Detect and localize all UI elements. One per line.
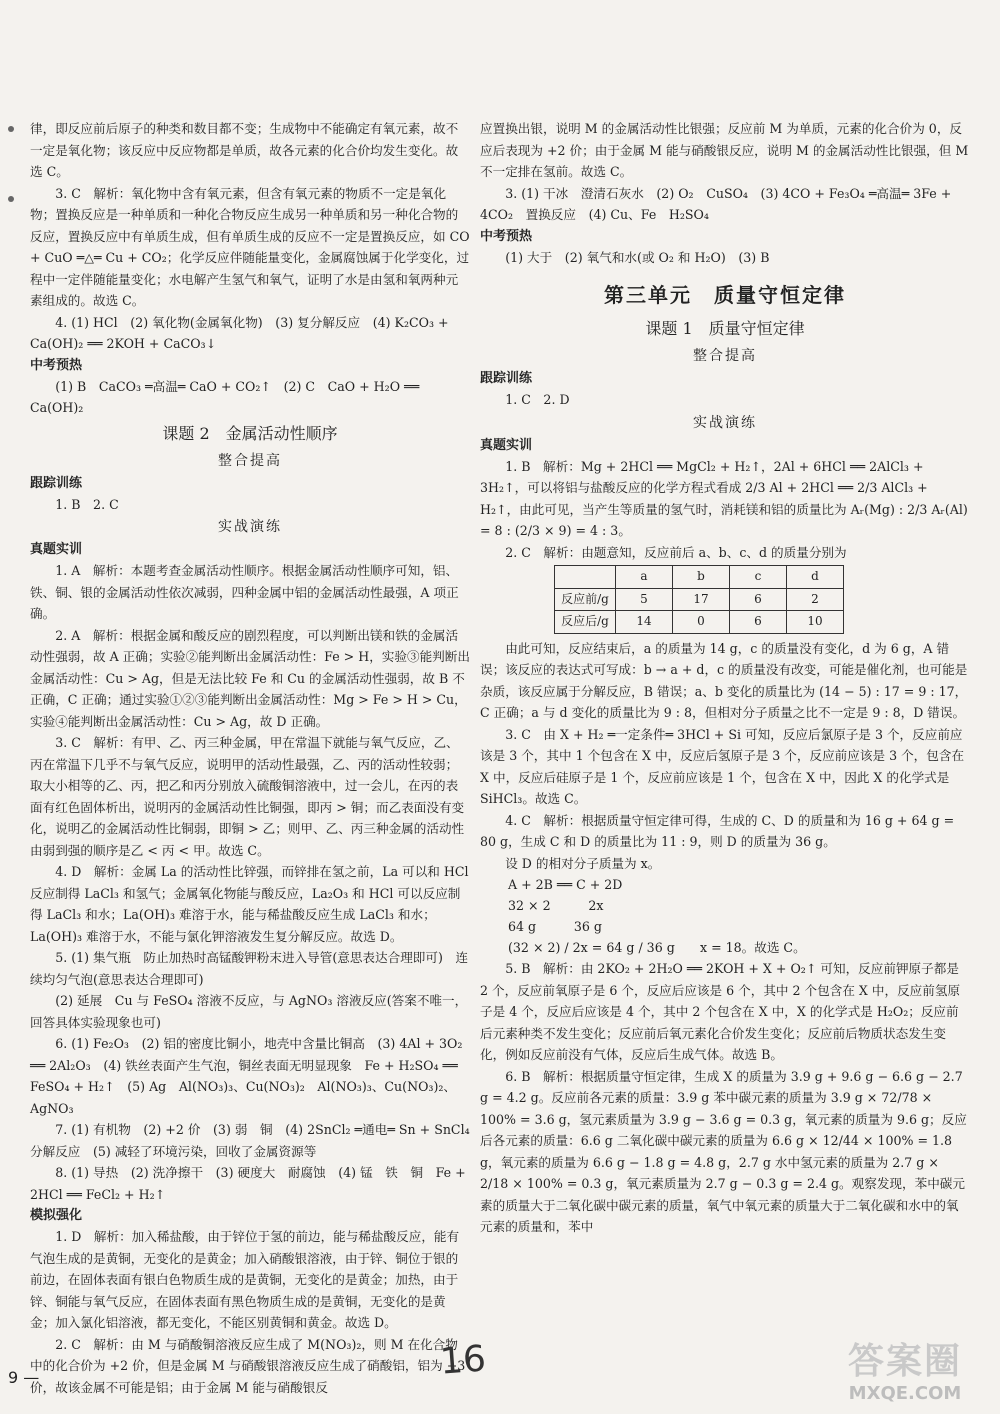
watermark-text: 答案圈	[847, 1341, 962, 1382]
paragraph: 2. C 解析：由 M 与硝酸铜溶液反应生成了 M(NO₃)₂，则 M 在化合物中的化合价为 +2 价，但是金属 M 与硝酸银溶液反应生成了硝酸铝，铝为 +3 价，故该金属不可能是铝；由于金属 M 能与硝酸银反	[30, 1336, 466, 1395]
table-row	[555, 611, 844, 634]
paragraph: 6. (1) Fe₂O₃ (2) 铝的密度比铜小，地壳中含量比铜高 (3) 4Al + 3O₂ ══ 2Al₂O₃ (4) 铁丝表面产生气泡，铜丝表面无明显现象 Fe + H₂SO₄ ══ FeSO₄ + H₂↑ (5) Ag Al(NO₃)₃、Cu(NO₃)₂ Al(NO₃)₃、Cu(NO₃)₂、AgNO₃	[30, 1036, 463, 1116]
table-header-row	[555, 566, 844, 589]
table-cell	[555, 566, 616, 589]
section-heading: 跟踪训练	[480, 371, 533, 386]
paragraph: 2. C 解析：由题意知，反应前后 a、b、c、d 的质量分别为	[505, 544, 847, 560]
table-cell: 反应后/g	[555, 611, 616, 634]
subsection-title: 实战演练	[218, 519, 282, 535]
table-cell: 0	[673, 611, 730, 634]
paragraph: 4. (1) HCl (2) 氧化物(金属氧化物) (3) 复分解反应 (4) K₂CO₃ + Ca(OH)₂ ══ 2KOH + CaCO₃↓	[30, 314, 449, 351]
mass-table	[554, 565, 844, 634]
subsection-title: 整合提高	[218, 452, 282, 469]
section-heading: 跟踪训练	[30, 475, 83, 491]
watermark-logo	[820, 1340, 990, 1408]
table-cell: 反应前/g	[555, 588, 616, 611]
paragraph: 3. (1) 干冰 澄清石灰水 (2) O₂ CuSO₄ (3) 4CO + Fe₃O₄ ═高温═ 3Fe + 4CO₂ 置换反应 (4) Cu、Fe H₂SO₄	[480, 185, 952, 222]
table-cell: 6	[730, 611, 787, 634]
margin-dot	[8, 126, 14, 132]
table-cell: a	[616, 566, 673, 589]
paragraph: 1. B 2. C	[55, 496, 119, 512]
paragraph: 3. C 解析：氧化物中含有氧元素，但含有氧元素的物质不一定是氧化物；置换反应是一种单质和一种化合物反应生成另一种单质和另一种化合物的反应，置换反应中有单质生成，但有单质生成的反应不一定是置换反应，如 CO + CuO ═△═ Cu + CO₂；化学反应伴随能量变化，金属腐蚀属于化学变化，过程中一定伴随能量变化；水电解产生氢气和氧气，证明了水是由氢和氧两种元素组成的。故选 C。	[30, 185, 470, 308]
paragraph: 4. D 解析：金属 La 的活动性比锌强，而锌排在氢之前，La 可以和 HCl 反应制得 LaCl₃ 和氢气；金属氧化物能与酸反应，La₂O₃ 和 HCl 可以反应制得 LaCl₃ 和水；La(OH)₃ 难溶于水，能与稀盐酸反应生成 LaCl₃ 和水；La(OH)₃ 难溶于水，不能与氯化钾溶液发生复分解反应。故选 D。	[30, 864, 469, 944]
section-heading: 真题实训	[480, 437, 533, 453]
paragraph: (1) 大于 (2) 氧气和水(或 O₂ 和 H₂O) (3) B	[505, 249, 770, 265]
table-cell: 10	[787, 611, 844, 634]
subsection-title: 实战演练	[693, 414, 757, 431]
paragraph: 1. C 2. D	[505, 392, 570, 407]
lesson-title: 课题 1 质量守恒定律	[645, 319, 805, 338]
section-heading: 模拟强化	[30, 1208, 83, 1223]
section-heading: 中考预热	[30, 357, 83, 373]
table-cell: 6	[730, 588, 787, 611]
equation-line: (32 × 2) / 2x = 64 g / 36 g x = 18。故选 C。	[508, 940, 806, 955]
paragraph: 律，即反应前后原子的种类和数目都不变；生成物中不能确定有氧元素，故不一定是氧化物；该反应中反应物都是单质，故各元素的化合价均发生变化。故选 C。	[30, 121, 459, 179]
equation-line: A + 2B ══ C + 2D	[508, 877, 623, 892]
paragraph: 1. D 解析：加入稀盐酸，由于锌位于氢的前边，能与稀盐酸反应，能有气泡生成的是黄铜，无变化的是黄金；加入硝酸银溶液，由于锌、铜位于银的前边，在固体表面有银白色物质生成的是黄铜，无变化的是黄金；加热，由于锌、铜能与氧气反应，在固体表面有黑色物质生成的是黄铜，无变化的是黄金；加入氯化铝溶液，都无变化，不能区别黄铜和黄金。故选 D。	[30, 1229, 460, 1330]
watermark-url: MXQE.COM	[848, 1383, 962, 1404]
section-heading: 真题实训	[30, 542, 83, 557]
paragraph: (2) 延展 Cu 与 FeSO₄ 溶液不反应，与 AgNO₃ 溶液反应(答案不唯一，回答具体实验现象也可)	[30, 993, 468, 1030]
table-cell: 14	[616, 611, 673, 634]
subsection-title: 整合提高	[693, 348, 757, 364]
paragraph: 7. (1) 有机物 (2) +2 价 (3) 弱 铜 (4) 2SnCl₂ ═通电═ Sn + SnCl₄ 分解反应 (5) 减轻了环境污染，回收了金属资源等	[30, 1122, 483, 1159]
paragraph: 3. C 由 X + H₂ ═一定条件═ 3HCl + Si 可知，反应后氯原子是 3 个，反应前应该是 3 个，其中 1 个包含在 X 中，反应后氢原子是 3 个，反应前应该是 3 个，包含在 X 中，反应后硅原子是 1 个，反应前应该是 1 个，包含在 X 中，因此 X 的化学式是 SiHCl₃。故选 C。	[480, 726, 965, 806]
left-column	[30, 118, 483, 1398]
paragraph: 2. A 解析：根据金属和酸反应的剧烈程度，可以判断出镁和铁的金属活动性强弱，故 A 正确；实验②能判断出金属活动性：Fe > H，实验③能判断出金属活动性：Cu > Ag，但是无法比较 Fe 和 Cu 的金属活动性强弱，故 B 不正确，C 正确；通过实验①②③能判断出金属活动性：Mg > Fe > H > Cu，实验④能判断出金属活动性：Cu > Ag，故 D 正确。	[30, 627, 470, 729]
table-cell: 2	[787, 588, 844, 611]
paragraph: 1. B 解析：Mg + 2HCl ══ MgCl₂ + H₂↑，2Al + 6HCl ══ 2AlCl₃ + 3H₂↑，可以将铝与盐酸反应的化学方程式看成 2/3 Al + 2HCl ══ 2/3 AlCl₃ + H₂↑，由此可见，当产生等质量的氢气时，消耗镁和铝的质量比为 Aᵣ(Mg) : 2/3 Aᵣ(Al) = 8 : (2/3 × 9) = 4 : 3。	[480, 458, 968, 538]
right-column	[480, 118, 970, 1238]
paragraph: (1) B CaCO₃ ═高温═ CaO + CO₂↑ (2) C CaO + H₂O ══ Ca(OH)₂	[30, 378, 420, 415]
paragraph: 6. B 解析：根据质量守恒定律，生成 X 的质量为 3.9 g + 9.6 g − 6.6 g − 2.7 g = 4.2 g。反应前各元素的质量：3.9 g 苯中碳元素的质量为 3.9 g × 72/78 × 100% = 3.6 g，氢元素质量为 3.9 g − 3.6 g = 0.3 g，氧元素的质量为 9.6 g；反应后各元素的质量：6.6 g 二氧化碳中碳元素的质量为 6.6 g × 12/44 × 100% = 1.8 g，氧元素的质量为 6.6 g − 1.8 g = 4.8 g，2.7 g 水中氢元素的质量为 2.7 g × 2/18 × 100% = 0.3 g，氧元素质量为 2.7 g − 0.3 g = 2.4 g。观察发现，苯中碳元素的质量大于二氧化碳中碳元素的质量，氧气中氧元素的质量大于二氧化碳和水中的氧元素的质量和，苯中	[480, 1068, 967, 1234]
paragraph: 设 D 的相对分子质量为 x。	[505, 855, 661, 871]
handwritten-number: 16	[438, 1338, 488, 1383]
unit-title: 第三单元 质量守恒定律	[604, 283, 846, 307]
equation-line: 32 × 2 2x	[508, 898, 604, 913]
paragraph: 应置换出银，说明 M 的金属活动性比银强；反应前 M 为单质，元素的化合价为 0，反应后表现为 +2 价；由于金属 M 能与硝酸银反应，说明 M 的金属活动性比银强，但 M 不一定排在氢前。故选 C。	[480, 121, 969, 179]
lesson-title: 课题 2 金属活动性顺序	[162, 423, 338, 443]
paragraph: 由此可知，反应结束后，a 的质量为 14 g，c 的质量没有变化，d 为 6 g，A 错误；该反应的表达式可写成：b → a + d，c 的质量没有改变，可能是催化剂，也可能是杂质，该反应属于分解反应，B 错误；a、b 变化的质量比为 (14 − 5) : 17 = 9 : 17，C 正确；a 与 d 变化的质量比为 9 : 8，但相对分子质量之比不一定是 9 : 8，D 错误。	[480, 640, 968, 720]
table-cell: 17	[673, 588, 730, 611]
equation-line: 64 g 36 g	[508, 919, 602, 934]
table-row	[555, 588, 844, 611]
page-number: 9 —	[8, 1368, 40, 1387]
margin-dot	[8, 196, 14, 202]
paragraph: 8. (1) 导热 (2) 洗净擦干 (3) 硬度大 耐腐蚀 (4) 锰 铁 铜 Fe + 2HCl ══ FeCl₂ + H₂↑	[30, 1165, 466, 1202]
table-cell: 5	[616, 588, 673, 611]
paragraph: 3. C 解析：有甲、乙、丙三种金属，甲在常温下就能与氧气反应，乙、丙在常温下几乎不与氧气反应，说明甲的活动性最强，乙、丙的活动性较弱；取大小相等的乙、丙，把乙和丙分别放入硫酸铜溶液中，过一会儿，在丙的表面有红色固体析出，说明丙的金属活动性比铜强，即丙 > 铜；而乙表面没有变化，说明乙的金属活动性比铜弱，即铜 > 乙；则甲、乙、丙三种金属的活动性由弱到强的顺序是乙 < 丙 < 甲。故选 C。	[30, 735, 465, 858]
section-heading: 中考预热	[480, 228, 533, 244]
paragraph: 5. B 解析：由 2KO₂ + 2H₂O ══ 2KOH + X + O₂↑ 可知，反应前钾原子都是 2 个，反应前氧原子是 6 个，反应后应该是 6 个，其中 2 个包含在 X 中，反应前氢原子是 4 个，反应后应该是 4 个，其中 2 个包含在 X 中，X 的化学式是 H₂O₂；反应前后元素种类不发生变化；反应前后氧元素化合价发生变化；反应前后物质状态发生变化，例如反应前没有气体，反应后生成气体。故选 B。	[480, 961, 961, 1062]
table-cell: b	[673, 566, 730, 589]
paragraph: 1. A 解析：本题考查金属活动性顺序。根据金属活动性顺序可知，铝、铁、铜、银的金属活动性依次减弱，四种金属中铝的金属活动性最强，A 项正确。	[30, 563, 459, 621]
table-cell: c	[730, 566, 787, 589]
paragraph: 4. C 解析：根据质量守恒定律可得，生成的 C、D 的质量和为 16 g + 64 g = 80 g，生成 C 和 D 的质量比为 11 : 9，则 D 的质量为 36 g。	[480, 812, 955, 849]
paragraph: 5. (1) 集气瓶 防止加热时高锰酸钾粉末进入导管(意思表达合理即可) 连续均匀气泡(意思表达合理即可)	[30, 950, 469, 987]
table-cell: d	[787, 566, 844, 589]
